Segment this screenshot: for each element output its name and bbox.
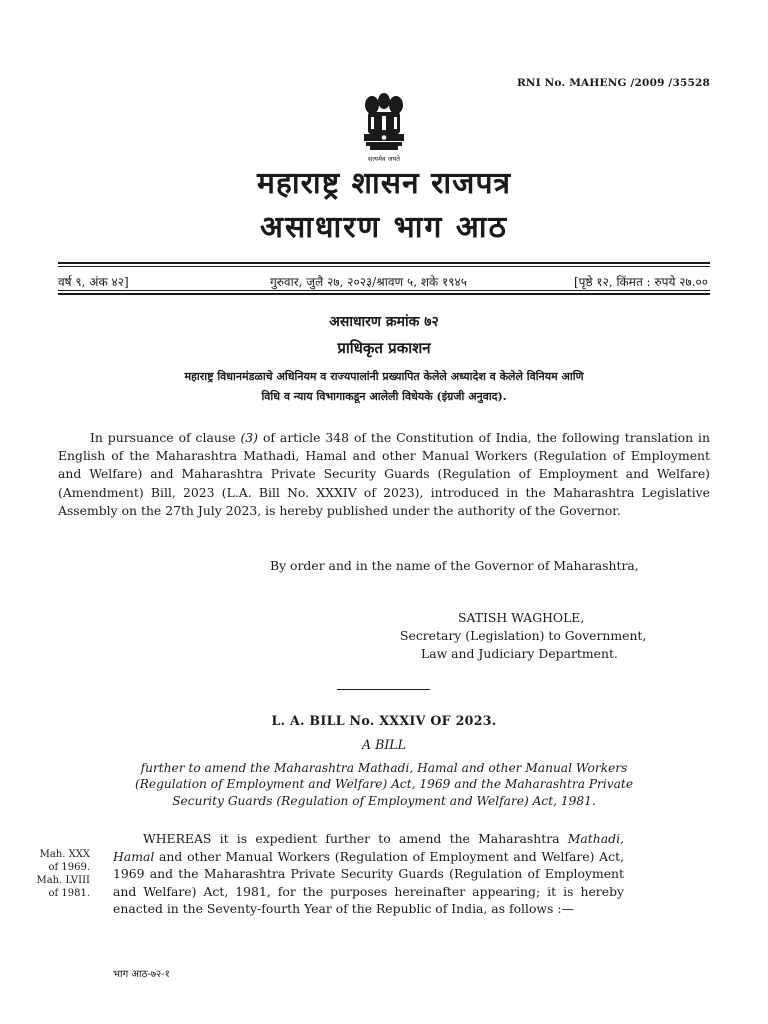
margin-note-line: of 1969.	[48, 862, 90, 873]
paragraph-text-end: of article 348 of the Constitution of India, the following translation in English of the Maharashtra Mathadi, Hamal and other Manual Workers (Regulation of Employment and Welfare) and Maharashtra Private Security Guards (Regulation of Employment and Welfare) (Amendment) Bill, 2023 (L.A. Bill No. XXXIV of 2023), introduced in the Maharashtra Legislative Assembly on the 27th July 2023, is hereby published under the authority of the Governor.	[58, 430, 710, 518]
issue-date: गुरुवार, जुलै २७, २०२३/श्रावण ५, शके १९४५	[270, 275, 468, 289]
margin-note-line: Mah. XXX	[39, 849, 90, 860]
page-reference: भाग आठ-७२-१	[113, 969, 170, 980]
rni-number: RNI No. MAHENG /2009 /35528	[516, 77, 710, 89]
signatory-name: SATISH WAGHOLE,	[458, 610, 585, 625]
whereas-italic: Mathadi, Hamal	[113, 831, 624, 864]
whereas-text-end: and other Manual Workers (Regulation of Employment and Welfare) Act, 1969 and the Maharashtra Private Security Guards (Regulation of Employment and Welfare) Act, 1981, for the purposes hereinafter appearing; it is hereby enacted in the Seventy-fourth Year of the Republic of India, as follows :—	[113, 848, 624, 916]
margin-note-line: of 1981.	[48, 888, 90, 899]
governor-order-line: By order and in the name of the Governor of Maharashtra,	[270, 558, 639, 573]
margin-note	[22, 848, 90, 900]
header-rule-bottom-thin	[58, 290, 710, 291]
header-rule-top	[58, 262, 710, 264]
paragraph-clause: (3)	[240, 430, 259, 445]
whereas-text-start: WHEREAS it is expedient further to amend the Maharashtra	[143, 831, 568, 846]
header-rule-bottom	[58, 293, 710, 295]
margin-note-line: Mah. LVIII	[36, 875, 90, 886]
national-emblem-icon	[357, 88, 411, 168]
gazette-title-line2: असाधारण भाग आठ	[260, 210, 508, 245]
header-rule-top-thin	[58, 266, 710, 267]
marathi-heading-line1: महाराष्ट्र विधानमंडळाचे अधिनियम व राज्यपालांनी प्रख्यापित केलेले अध्यादेश व केलेले विनियम आणि	[184, 370, 584, 383]
bill-purpose: further to amend the Maharashtra Mathadi, Hamal and other Manual Workers (Regulation of Employment and Welfare) Act, 1969 and the Maharashtra Private Security Guards (Regulation of Employment and Welfare) Act, 1981.	[134, 761, 634, 808]
section-divider	[337, 689, 430, 690]
signatory-designation: Secretary (Legislation) to Government,	[400, 628, 647, 643]
issue-pages-price: [पृष्ठे १२, किंमत : रुपये २७.००	[573, 275, 708, 289]
bill-number: L. A. BILL No. XXXIV OF 2023.	[271, 713, 497, 728]
bill-label: A BILL	[361, 737, 407, 752]
extraordinary-number: असाधारण क्रमांक ७२	[329, 314, 439, 330]
whereas-paragraph	[113, 830, 624, 918]
marathi-heading-line2: विधि व न्याय विभागाकडून आलेली विधेयके (इंग्रजी अनुवाद).	[261, 390, 507, 403]
issue-volume: वर्ष ९, अंक ४२]	[58, 275, 129, 289]
emblem-motto: सत्यमेव जयते	[368, 155, 400, 163]
paragraph-text-start: In pursuance of clause	[90, 430, 241, 445]
gazette-title-line1: महाराष्ट्र शासन राजपत्र	[256, 166, 512, 201]
signatory-department: Law and Judiciary Department.	[421, 646, 618, 661]
publication-paragraph	[58, 429, 710, 520]
authorized-publication: प्राधिकृत प्रकाशन	[337, 339, 431, 357]
